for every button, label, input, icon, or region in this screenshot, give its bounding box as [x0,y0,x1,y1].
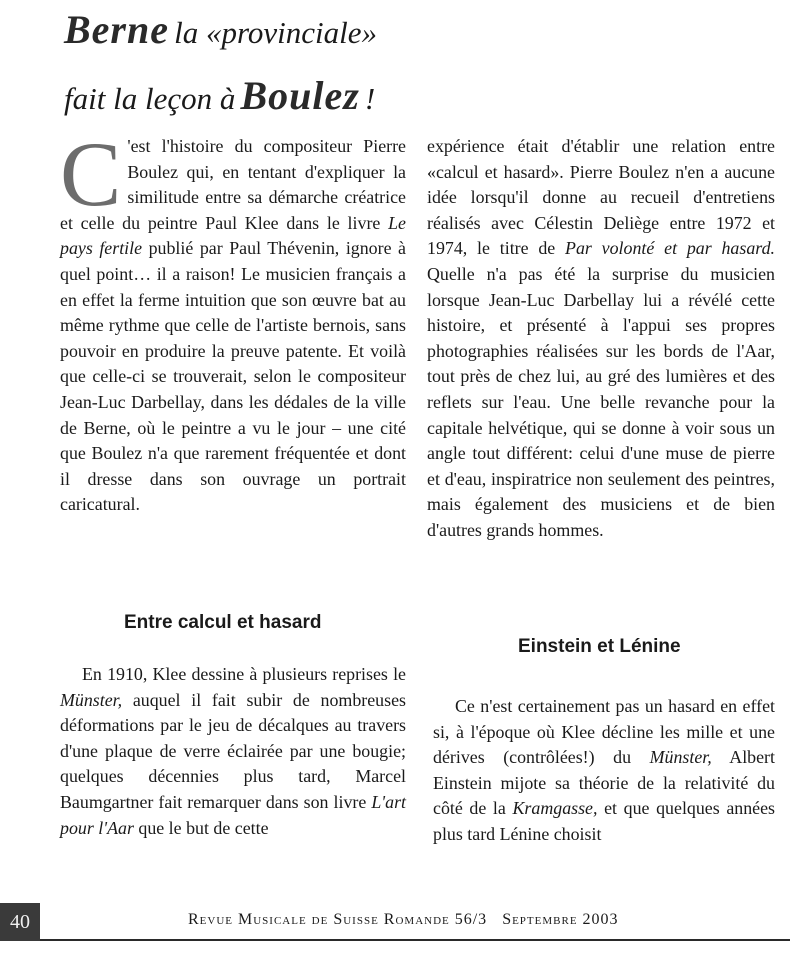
title-berne: Berne [64,7,169,52]
footer-journal: Revue Musicale de Suisse Romande 56/3 [188,911,488,928]
running-footer [188,911,619,929]
right-book-title: Par volonté et par hasard. [565,238,775,259]
section-heading-calcul: Entre calcul et hasard [124,612,322,633]
intro-column [60,123,406,518]
title-fait-la-lecon: fait la leçon à [64,81,236,116]
section2-text-c: et que quelques années plus tard Lénine choisit [433,798,776,844]
section2-kramgasse: Kramgasse, [512,798,598,819]
title-provinciale: la «provinciale» [174,15,377,50]
footer-date: Septembre 2003 [502,911,619,928]
section2-paragraph [433,694,775,848]
intro-book-title: Le pays fertile [60,212,406,259]
section1-munster: Münster, [60,689,123,710]
page-number: 40 [0,903,40,941]
section-heading-einstein: Einstein et Lénine [518,636,681,657]
right-column [427,134,775,544]
intro-text-a: 'est l'histoire du compositeur Pierre Boulez qui, en tentant d'expliquer la similitude entre sa démarche créatrice et celle du peintre Paul Klee dans le livre [60,136,406,233]
intro-text-b: publié par Paul Thévenin, ignore à quel point… il a raison! Le musicien français a en effet la ferme intuition que son œuvre bat au même rythme que celle de l'artiste bernois, sans pouvoir en produire la preuve patente. Et voilà que celle-ci se trouverait, selon le compositeur Jean-Luc Darbellay, dans les dédales de la ville de Berne, où le peintre a vu le jour – une cité que Boulez n'a que rarement fréquentée et dont il dresse dans son ouvrage un portrait caricatural. [60,238,406,515]
section2-text-a: Ce n'est certainement pas un hasard en effet si, à l'époque où Klee décline les mille et une dérives (contrôlées!) du [433,696,775,768]
section1-text-a: En 1910, Klee dessine à plusieurs reprises le [82,664,406,684]
article-title-line-2 [64,72,375,119]
article-title-line-1 [64,6,377,53]
right-text-b: Quelle n'a pas été la surprise du musicien lorsque Jean-Luc Darbellay lui a révélé cette histoire, et présenté à l'appui ses propres photographies réalisées sur les bords de l'Aar, tout près de chez lui, au gré des lumières et des reflets sur l'eau. Une belle revanche pour la capitale helvétique, qui se donne à voir sous un angle tout différent: celui d'une muse de pierre et d'eau, inspiratrice non seulement des peintres, mais également des musiciens et de bien d'autres grands hommes. [427,263,775,540]
section1-paragraph [60,662,406,841]
section1-book-title: L'art pour l'Aar [60,791,406,838]
section1-text-c: que le but de cette [133,817,269,838]
section2-text-b: Albert Einstein mijote sa théorie de la relativité du côté de la [433,747,775,819]
right-text-a: expérience était d'établir une relation entre «calcul et hasard». Pierre Boulez n'en a aucune idée lorsqu'il donne au recueil d'entretiens réalisés avec Célestin Deliège entre 1972 et 1974, le titre de [427,136,775,259]
title-exclamation: ! [364,81,376,116]
footer-rule [40,939,790,941]
section1-text-b: auquel il fait subir de nombreuses déformations par le jeu de décalques au travers d'une plaque de verre éclairée par une bougie; quelques décennies plus tard, Marcel Baumgartner fait remarquer dans son livre [60,689,406,812]
section2-munster: Münster, [649,747,712,768]
drop-cap: C [60,123,122,225]
title-boulez: Boulez [240,73,360,118]
